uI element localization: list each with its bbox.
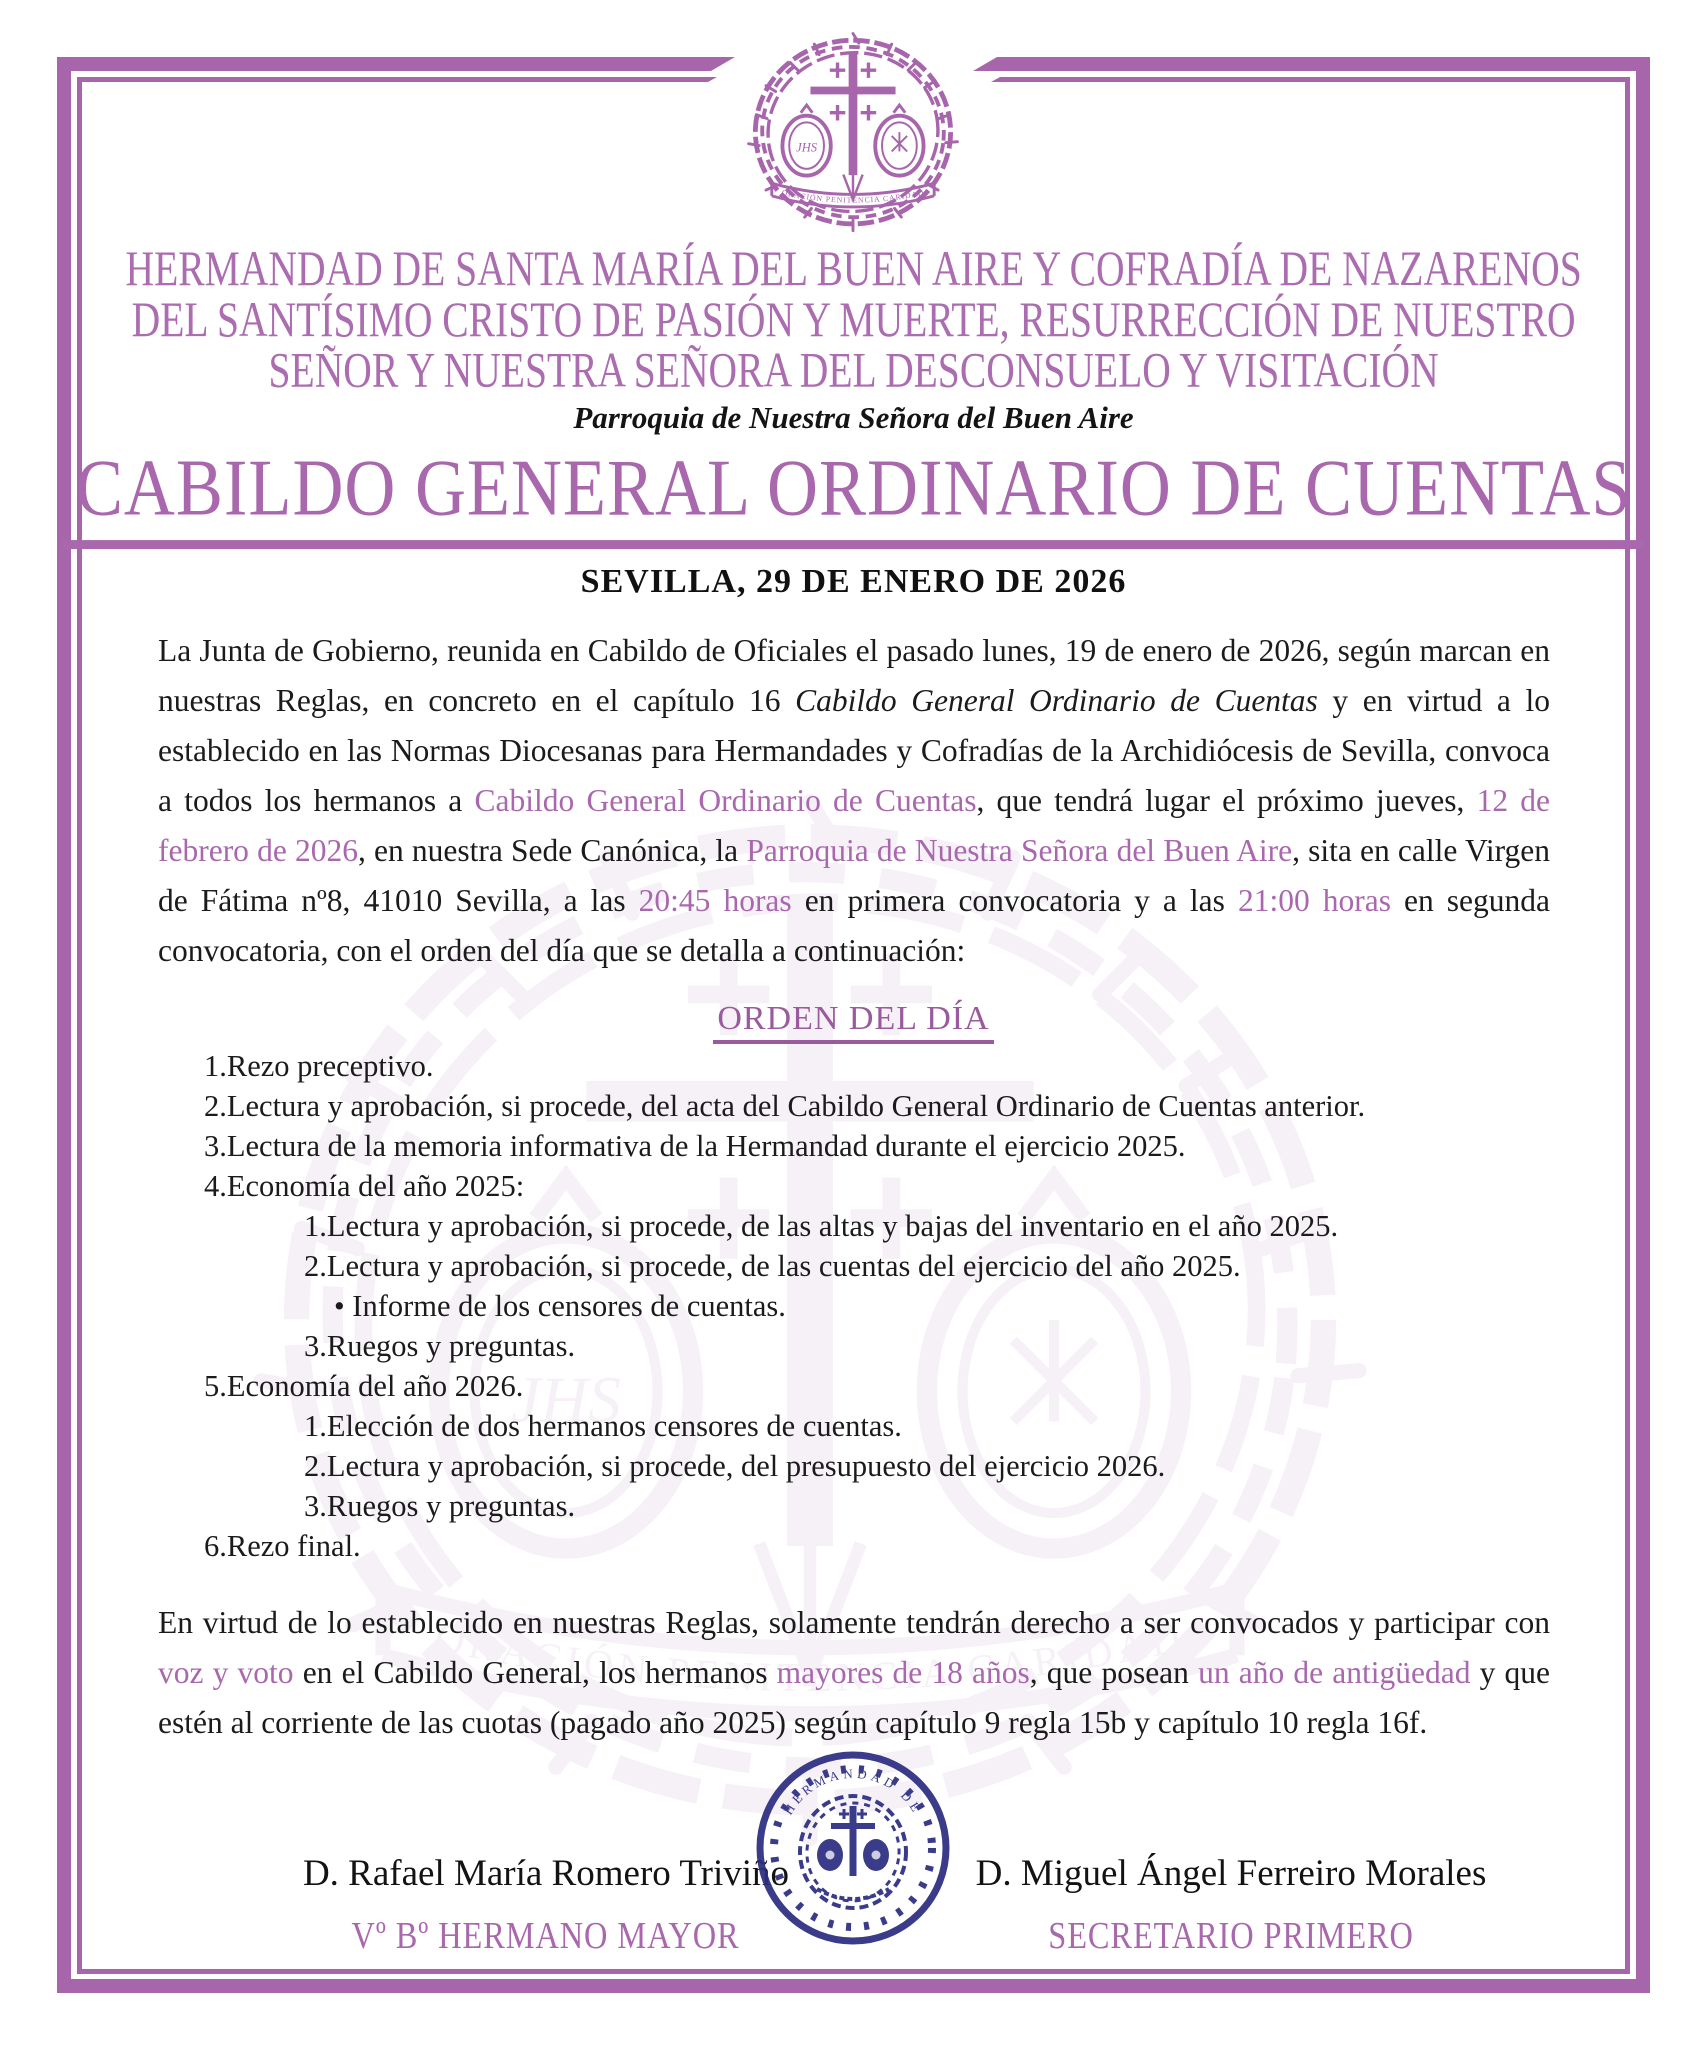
agenda-item: 5.Economía del año 2026. bbox=[204, 1369, 524, 1403]
role-right-label: SECRETARIO PRIMERO bbox=[1048, 1914, 1414, 1957]
text-segment: y que estén al corriente de las cuotas (pagado año 2025) según capítulo 9 regla 15b y capítulo 10 regla 16f. bbox=[158, 1655, 1550, 1740]
agenda-item: 2.Lectura y aprobación, si procede, del presupuesto del ejercicio 2026. bbox=[304, 1449, 1166, 1483]
agenda-item: 3.Ruegos y preguntas. bbox=[304, 1329, 576, 1363]
ink-seal-stamp bbox=[753, 1748, 953, 1948]
agenda-item: 1.Lectura y aprobación, si procede, de las altas y bajas del inventario en el año 2025. bbox=[304, 1209, 1339, 1243]
frame-inner-top-right bbox=[991, 77, 1625, 82]
agenda-heading-wrap bbox=[0, 1000, 1707, 1044]
frame-top-right bbox=[973, 57, 1650, 71]
frame-top-left bbox=[57, 57, 735, 71]
text-segment: mayores de 18 años bbox=[776, 1655, 1030, 1690]
page-title: CABILDO GENERAL ORDINARIO DE CUENTAS bbox=[62, 446, 1645, 549]
agenda-item: 2.Lectura y aprobación, si procede, de las cuentas del ejercicio del año 2025. bbox=[304, 1249, 1241, 1283]
agenda-heading: ORDEN DEL DÍA bbox=[713, 1000, 993, 1044]
role-left-label: Vº Bº HERMANO MAYOR bbox=[352, 1914, 740, 1957]
seal-ring-text: HERMANDAD DE bbox=[780, 1765, 926, 1818]
header-line-3: SEÑOR Y NUESTRA SEÑORA DEL DESCONSUELO Y VISITACIÓN bbox=[268, 342, 1439, 398]
agenda-item: 6.Rezo final. bbox=[204, 1529, 361, 1563]
text-segment: , que posean bbox=[1029, 1655, 1199, 1690]
closing-paragraph bbox=[158, 1598, 1550, 1748]
frame-inner-top-left bbox=[77, 77, 717, 82]
text-segment: 21:00 horas bbox=[1237, 883, 1391, 918]
text-segment: Cabildo General Ordinario de Cuentas bbox=[795, 683, 1318, 718]
signature-role-right bbox=[886, 1913, 1576, 1955]
date-line: SEVILLA, 29 DE ENERO DE 2026 bbox=[580, 563, 1127, 600]
text-segment: en primera convocatoria y a las bbox=[791, 883, 1238, 918]
agenda-list bbox=[158, 1046, 1560, 1566]
text-segment: , en nuestra Sede Canónica, la bbox=[357, 833, 747, 868]
frame-bottom bbox=[57, 1979, 1650, 1993]
text-segment: , que tendrá lugar el próximo jueves, bbox=[976, 783, 1477, 818]
text-segment: en segunda convocatoria, con el orden del día que se detalla a continuación: bbox=[158, 883, 1550, 968]
signature-name-right: D. Miguel Ángel Ferreiro Morales bbox=[975, 1853, 1487, 1894]
agenda-item: • Informe de los censores de cuentas. bbox=[334, 1289, 786, 1323]
text-segment: , sita en calle Virgen de Fátima nº8, 41010 Sevilla, a las bbox=[158, 833, 1550, 918]
text-segment: voz y voto bbox=[158, 1655, 294, 1690]
signature-name-left: D. Rafael María Romero Triviño bbox=[302, 1853, 790, 1894]
text-segment: Parroquia de Nuestra Señora del Buen Aire bbox=[746, 833, 1293, 868]
agenda-item: 4.Economía del año 2025: bbox=[204, 1169, 525, 1203]
brotherhood-emblem-icon bbox=[737, 26, 969, 242]
text-segment: 12 de febrero de 2026 bbox=[158, 783, 1551, 868]
header-line-2: DEL SANTÍSIMO CRISTO DE PASIÓN Y MUERTE, RESURRECCIÓN DE NUESTRO bbox=[131, 291, 1576, 347]
text-segment: en el Cabildo General, los hermanos bbox=[293, 1655, 777, 1690]
text-segment: En virtud de lo establecido en nuestras Reglas, solamente tendrán derecho a ser convocados y participar con bbox=[158, 1605, 1550, 1640]
agenda-item: 1.Rezo preceptivo. bbox=[204, 1049, 434, 1083]
agenda-item: 2.Lectura y aprobación, si procede, del acta del Cabildo General Ordinario de Cuentas anterior. bbox=[204, 1089, 1366, 1123]
agenda-item: 3.Lectura de la memoria informativa de la Hermandad durante el ejercicio 2025. bbox=[204, 1129, 1186, 1163]
agenda-item: 3.Ruegos y preguntas. bbox=[304, 1489, 576, 1523]
brotherhood-header bbox=[0, 240, 1707, 398]
text-segment: Cabildo General Ordinario de Cuentas bbox=[474, 783, 977, 818]
parish-subtitle: Parroquia de Nuestra Señora del Buen Aire bbox=[573, 400, 1134, 435]
frame-inner-bottom bbox=[77, 1969, 1630, 1974]
text-segment: y en virtud a lo establecido en las Normas Diocesanas para Hermandades y Cofradías de la Archidiócesis de Sevilla, convoca a todos los hermanos a bbox=[158, 683, 1550, 818]
agenda-item: 1.Elección de dos hermanos censores de cuentas. bbox=[304, 1409, 902, 1443]
header-line-1: HERMANDAD DE SANTA MARÍA DEL BUEN AIRE Y COFRADÍA DE NAZARENOS bbox=[125, 240, 1582, 296]
text-segment: un año de antigüedad bbox=[1198, 1655, 1471, 1690]
text-segment: 20:45 horas bbox=[638, 883, 792, 918]
intro-paragraph bbox=[158, 626, 1550, 976]
document-title-wrap bbox=[0, 442, 1707, 538]
text-segment: La Junta de Gobierno, reunida en Cabildo de Oficiales el pasado lunes, 19 de enero de 2026, según marcan en nuestras Reglas, en concreto en el capítulo 16 bbox=[158, 633, 1550, 718]
